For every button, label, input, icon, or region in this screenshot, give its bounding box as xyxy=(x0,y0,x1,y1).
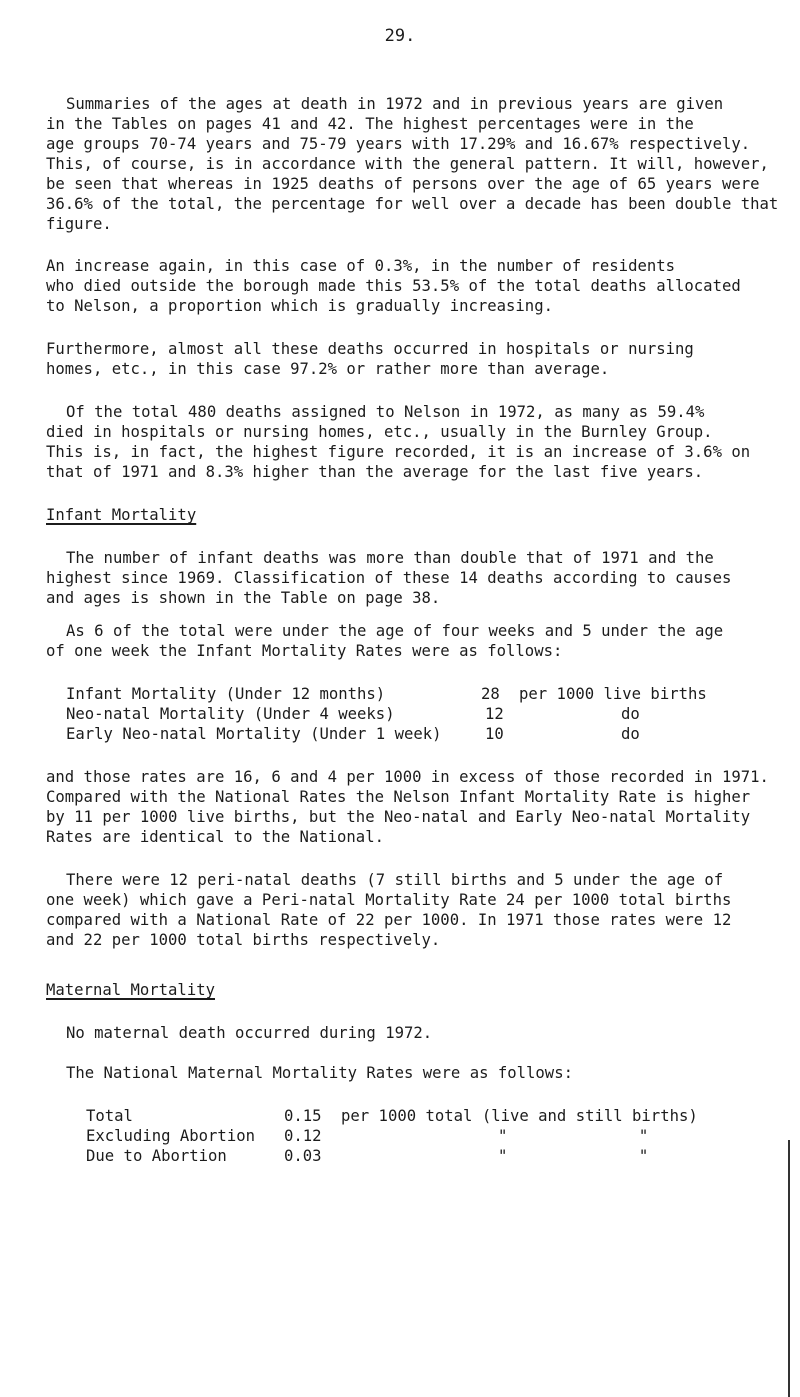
infant-rate-value: 12 xyxy=(485,705,504,723)
page-edge-line xyxy=(788,1140,790,1397)
para1-line-7: figure. xyxy=(46,215,112,233)
infant-rate-label: Early Neo-natal Mortality (Under 1 week) xyxy=(66,725,442,743)
maternal-rate-value: 0.15 xyxy=(284,1107,322,1125)
maternal-rate-value: 0.03 xyxy=(284,1147,322,1165)
infant-rate-unit: do xyxy=(621,705,640,723)
para7-line-4: Rates are identical to the National. xyxy=(46,828,384,846)
para1-line-3: age groups 70-74 years and 75-79 years with 17.29% and 16.67% respectively. xyxy=(46,135,751,153)
para4-line-3: This is, in fact, the highest figure recorded, it is an increase of 3.6% on xyxy=(46,443,751,461)
para8-line-3: compared with a National Rate of 22 per 1000. In 1971 those rates were 12 xyxy=(46,911,732,929)
infant-rate-label: Infant Mortality (Under 12 months) xyxy=(66,685,386,703)
maternal-rate-label: Total xyxy=(86,1107,133,1125)
para8-line-1: There were 12 peri-natal deaths (7 still births and 5 under the age of xyxy=(66,871,724,889)
para5-line-3: and ages is shown in the Table on page 38. xyxy=(46,589,441,607)
para3-line-1: Furthermore, almost all these deaths occurred in hospitals or nursing xyxy=(46,340,694,358)
para6-line-1: As 6 of the total were under the age of four weeks and 5 under the age xyxy=(66,622,724,640)
infant-mortality-heading: Infant Mortality xyxy=(46,506,197,524)
para8-line-2: one week) which gave a Peri-natal Mortality Rate 24 per 1000 total births xyxy=(46,891,732,909)
para1-line-4: This, of course, is in accordance with the general pattern. It will, however, xyxy=(46,155,769,173)
para1-line-6: 36.6% of the total, the percentage for well over a decade has been double that xyxy=(46,195,779,213)
para3-line-2: homes, etc., in this case 97.2% or rather more than average. xyxy=(46,360,610,378)
para5-line-1: The number of infant deaths was more than double that of 1971 and the xyxy=(66,549,714,567)
maternal-rate-label: Due to Abortion xyxy=(86,1147,227,1165)
para5-line-2: highest since 1969. Classification of these 14 deaths according to causes xyxy=(46,569,732,587)
maternal-mortality-heading: Maternal Mortality xyxy=(46,981,215,999)
para9: No maternal death occurred during 1972. xyxy=(66,1024,433,1042)
para1-line-2: in the Tables on pages 41 and 42. The highest percentages were in the xyxy=(46,115,694,133)
para2-line-1: An increase again, in this case of 0.3%, in the number of residents xyxy=(46,257,676,275)
page-number: 29. xyxy=(384,26,416,46)
infant-rate-label: Neo-natal Mortality (Under 4 weeks) xyxy=(66,705,395,723)
para8-line-4: and 22 per 1000 total births respectively. xyxy=(46,931,441,949)
para2-line-3: to Nelson, a proportion which is gradually increasing. xyxy=(46,297,553,315)
maternal-rate-unit: " " xyxy=(498,1147,649,1165)
para1-line-5: be seen that whereas in 1925 deaths of persons over the age of 65 years were xyxy=(46,175,760,193)
para1-line-1: Summaries of the ages at death in 1972 and in previous years are given xyxy=(66,95,724,113)
infant-rate-value: 28 xyxy=(481,685,500,703)
maternal-rate-unit: per 1000 total (live and still births) xyxy=(341,1107,698,1125)
para7-line-3: by 11 per 1000 live births, but the Neo-natal and Early Neo-natal Mortality xyxy=(46,808,751,826)
para2-line-2: who died outside the borough made this 53.5% of the total deaths allocated xyxy=(46,277,741,295)
infant-rate-unit: do xyxy=(621,725,640,743)
maternal-rate-value: 0.12 xyxy=(284,1127,322,1145)
para4-line-2: died in hospitals or nursing homes, etc., usually in the Burnley Group. xyxy=(46,423,713,441)
maternal-rate-unit: " " xyxy=(498,1127,649,1145)
para7-line-2: Compared with the National Rates the Nelson Infant Mortality Rate is higher xyxy=(46,788,751,806)
para6-line-2: of one week the Infant Mortality Rates were as follows: xyxy=(46,642,563,660)
para4-line-4: that of 1971 and 8.3% higher than the average for the last five years. xyxy=(46,463,704,481)
para7-line-1: and those rates are 16, 6 and 4 per 1000 in excess of those recorded in 1971. xyxy=(46,768,769,786)
infant-rate-value: 10 xyxy=(485,725,504,743)
maternal-rate-label: Excluding Abortion xyxy=(86,1127,255,1145)
para10: The National Maternal Mortality Rates were as follows: xyxy=(66,1064,573,1082)
infant-rate-unit: per 1000 live births xyxy=(519,685,707,703)
para4-line-1: Of the total 480 deaths assigned to Nelson in 1972, as many as 59.4% xyxy=(66,403,705,421)
